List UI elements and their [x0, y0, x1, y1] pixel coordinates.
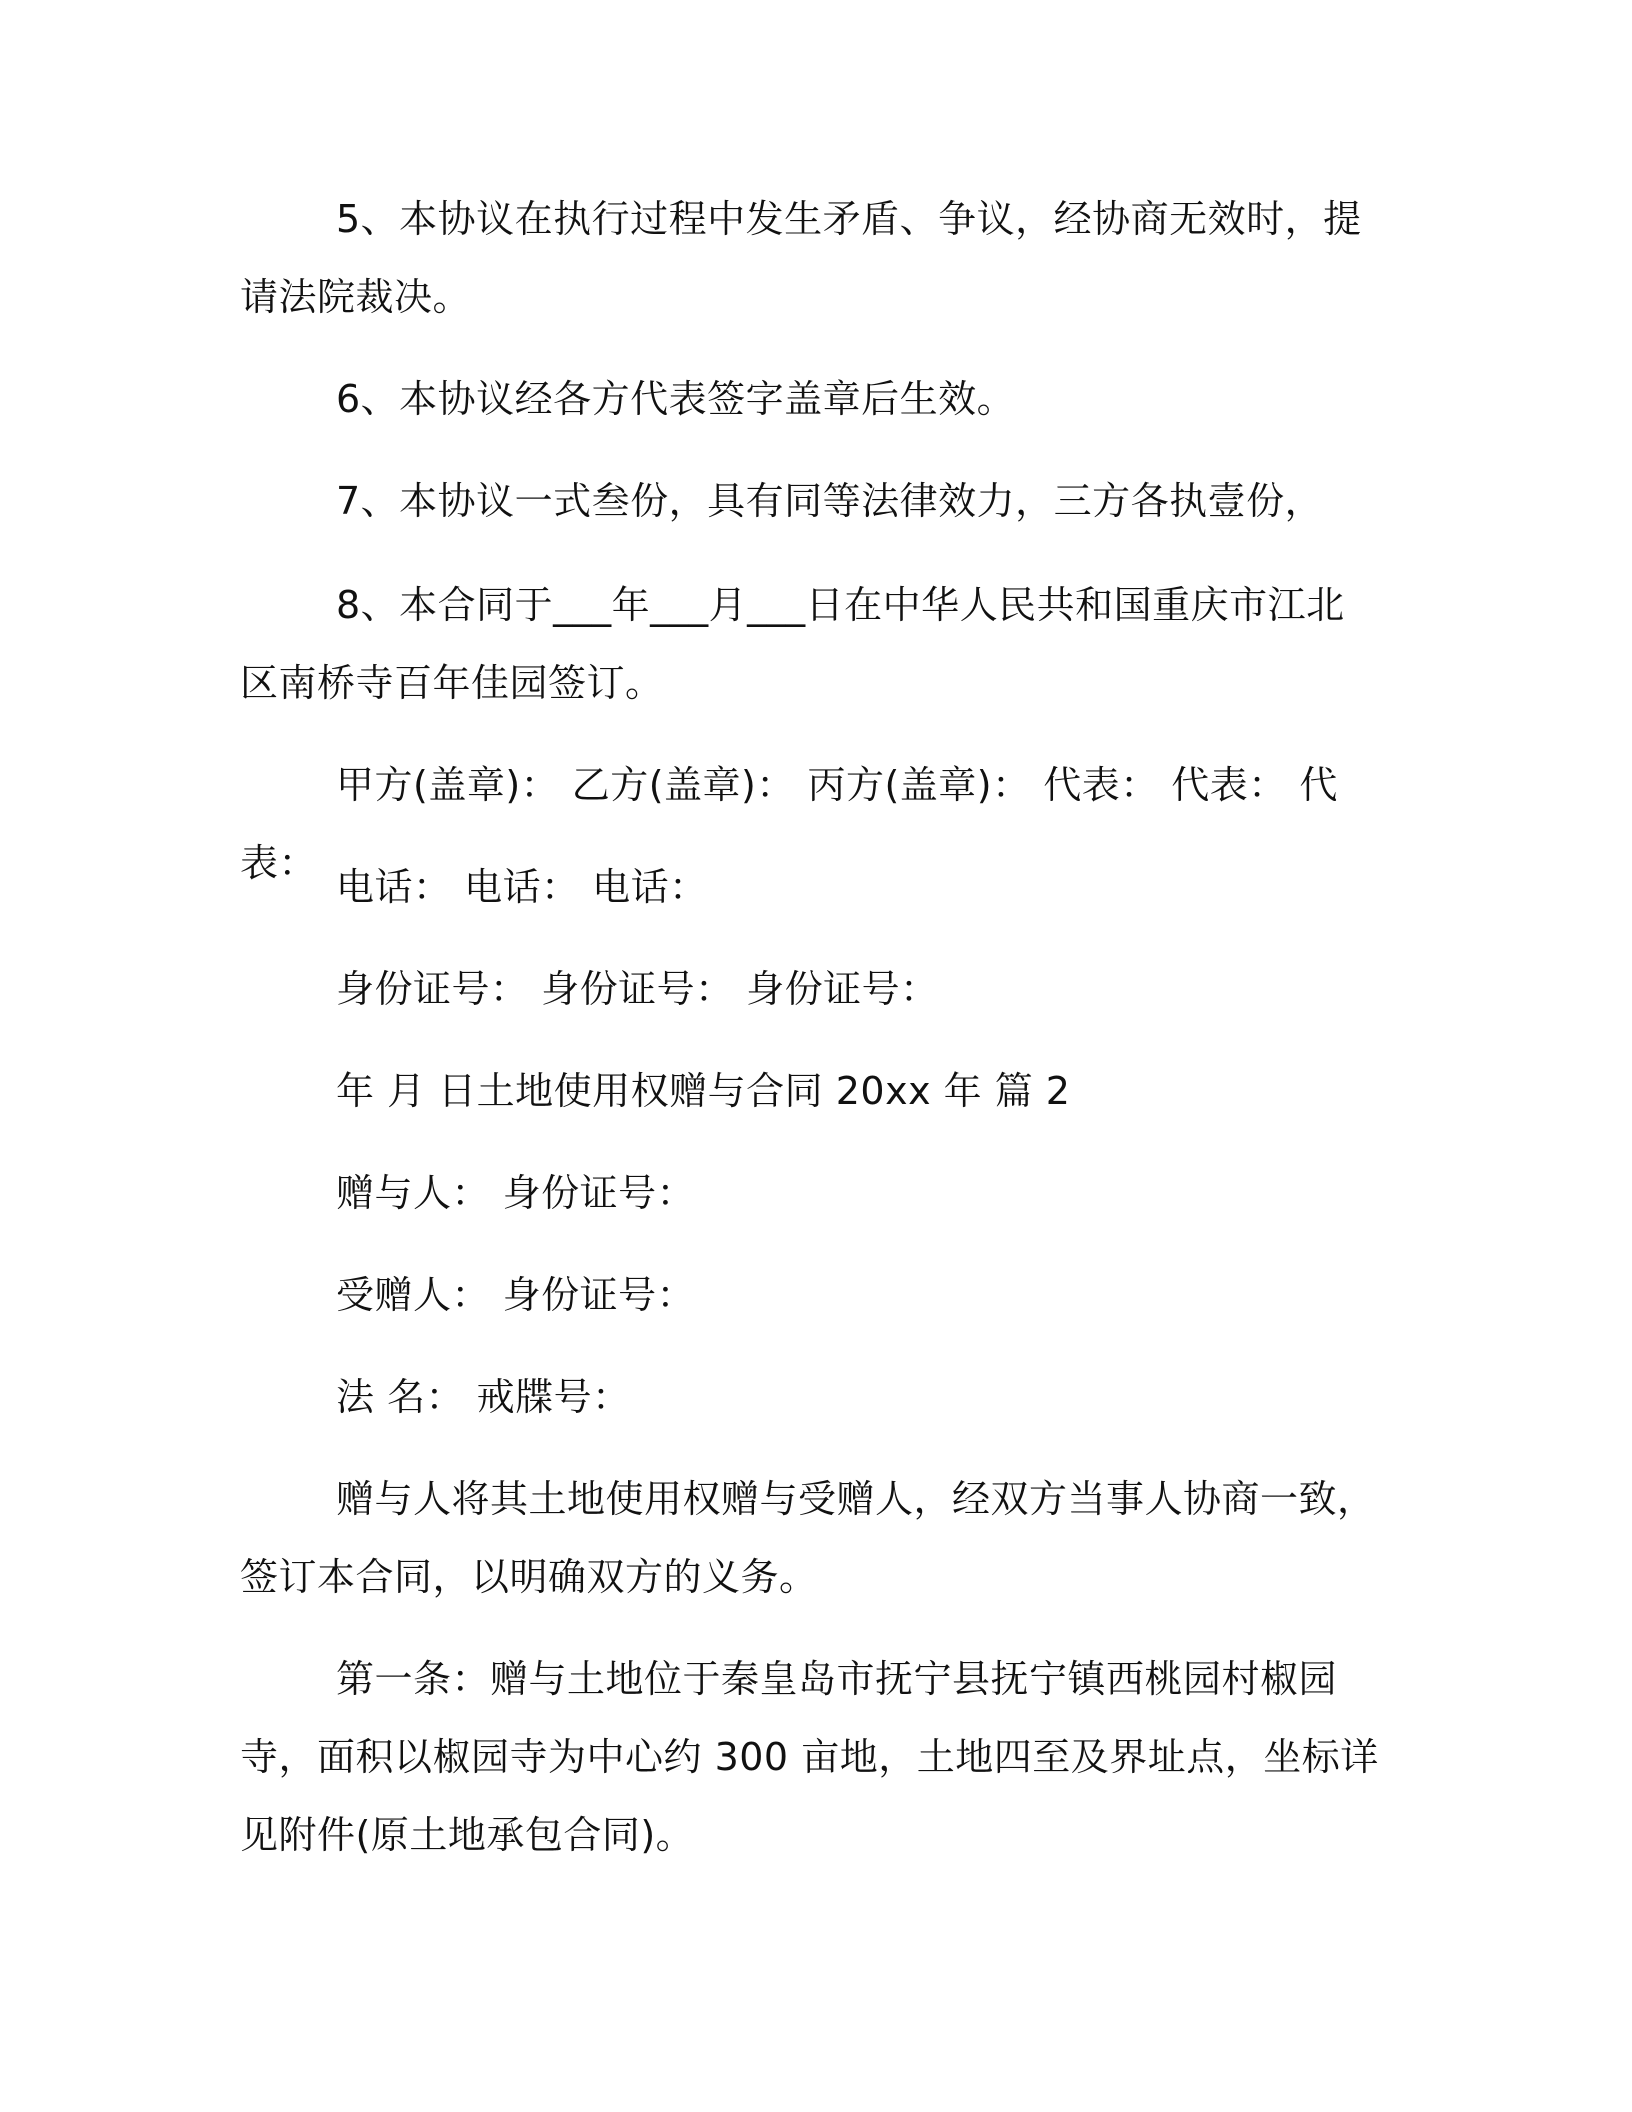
contract-title-line: 年 月 日土地使用权赠与合同 20xx 年 篇 2 — [336, 1069, 1071, 1113]
clause-8-paragraph: 8、本合同于___年___月___日在中华人民共和国重庆市江北区南桥寺百年佳园签订。 — [240, 583, 1345, 705]
clause-5-paragraph: 5、本协议在执行过程中发生矛盾、争议，经协商无效时，提请法院裁决。 — [240, 197, 1362, 319]
clause-7-paragraph: 7、本协议一式叁份，具有同等法律效力，三方各执壹份， — [336, 479, 1324, 523]
signature-parties-line: 甲方(盖章)： 乙方(盖章)： 丙方(盖章)： 代表： 代表： 代表： — [240, 763, 1338, 885]
article-1-paragraph: 第一条：赠与土地位于秦皇岛市抚宁县抚宁镇西桃园村椒园寺，面积以椒园寺为中心约 300 亩地，土地四至及界址点，坐标详见附件(原土地承包合同)。 — [240, 1657, 1379, 1857]
id-number-line: 身份证号： 身份证号： 身份证号： — [336, 967, 939, 1011]
preamble-paragraph: 赠与人将其土地使用权赠与受赠人，经双方当事人协商一致，签订本合同，以明确双方的义务。 — [240, 1477, 1376, 1599]
donor-line: 赠与人： 身份证号： — [336, 1171, 696, 1215]
clause-6-paragraph: 6、本协议经各方代表签字盖章后生效。 — [336, 377, 1016, 421]
phone-line: 电话： 电话： 电话： — [336, 865, 708, 909]
dharma-name-line: 法 名： 戒牒号： — [336, 1375, 631, 1419]
donee-line: 受赠人： 身份证号： — [336, 1273, 696, 1317]
